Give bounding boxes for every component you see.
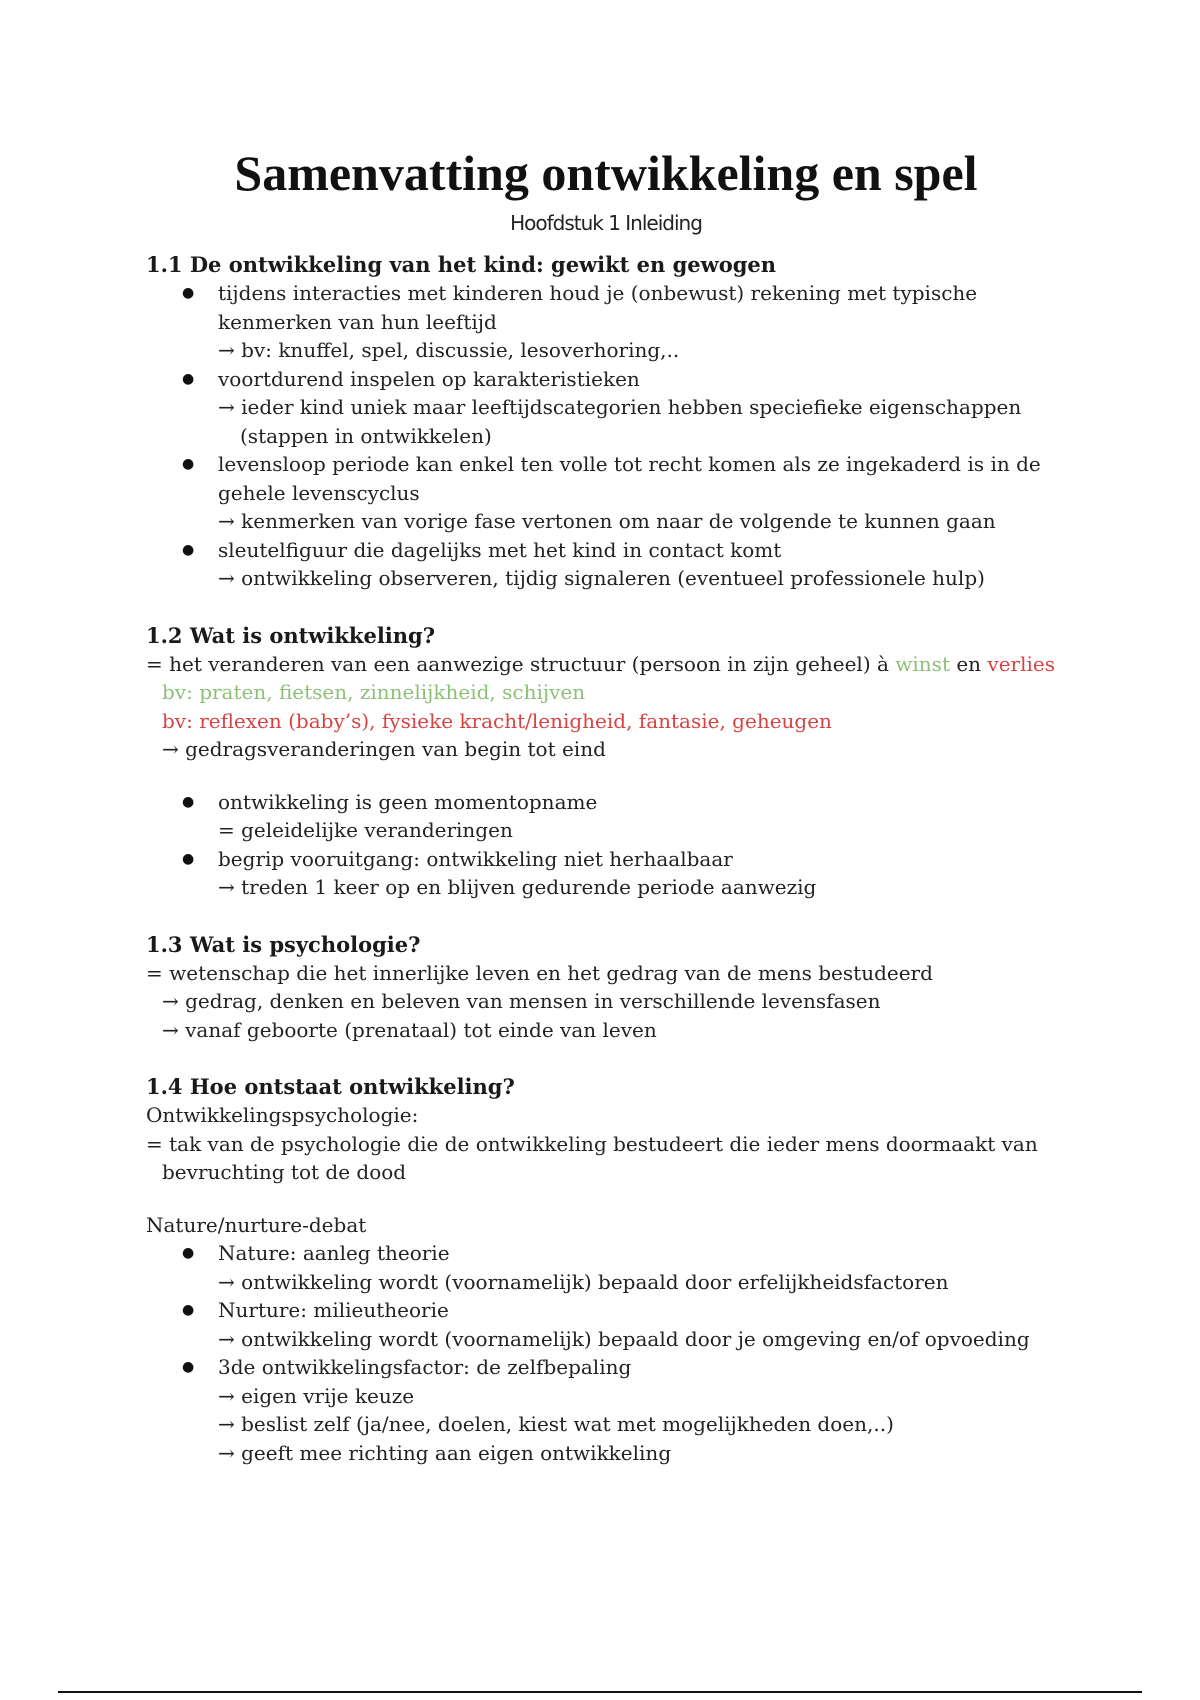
page-title: Samenvatting ontwikkeling en spel	[234, 145, 978, 201]
section-1-1	[146, 250, 1066, 593]
win-examples: bv: praten, fietsen, zinnelijkheid, schijven	[162, 680, 586, 704]
list-item	[218, 1239, 1066, 1296]
list-item	[218, 450, 1066, 536]
definition-line-continued: bevruchting tot de dood	[162, 1160, 407, 1184]
list-item	[218, 279, 1066, 365]
item-subtext: → bv: knuffel, spel, discussie, lesoverhoring,..	[218, 338, 680, 362]
document-page	[146, 140, 1066, 1467]
item-text: Nurture: milieutheorie	[218, 1298, 449, 1322]
section-1-3	[146, 930, 1066, 1045]
arrow-line: → gedrag, denken en beleven van mensen in verschillende levensfasen	[162, 989, 881, 1013]
item-text: levensloop periode kan enkel ten volle tot recht komen als ze ingekaderd is in de gehele levenscyclus	[218, 452, 1041, 505]
item-text: voortdurend inspelen op karakteristieken	[218, 366, 640, 391]
list-item	[218, 1296, 1066, 1353]
item-text: begrip vooruitgang: ontwikkeling niet herhaalbaar	[218, 846, 733, 871]
conjunction-text: en	[956, 651, 982, 676]
item-subtext: → ieder kind uniek maar leeftijdscategorien hebben speciefieke eigenschappen	[218, 395, 1022, 419]
item-text: 3de ontwikkelingsfactor: de zelfbepaling	[218, 1355, 632, 1379]
item-subtext: → ontwikkeling wordt (voornamelijk) bepaald door erfelijkheidsfactoren	[218, 1269, 949, 1294]
list-item	[218, 1353, 1066, 1467]
item-text: ontwikkeling is geen momentopname	[218, 789, 598, 814]
section-1-2	[146, 621, 1066, 902]
item-subtext: → treden 1 keer op en blijven gedurende periode aanwezig	[218, 875, 817, 899]
definition-line: = wetenschap die het innerlijke leven en het gedrag van de mens bestudeerd	[146, 960, 933, 985]
item-text: sleutelfiguur die dagelijks met het kind in contact komt	[218, 537, 782, 562]
win-term: winst	[895, 651, 950, 676]
definition-line: = tak van de psychologie die de ontwikkeling bestudeert die ieder mens doormaakt van	[146, 1131, 1038, 1156]
bullet-list	[146, 1239, 1066, 1467]
section-heading: 1.1 De ontwikkeling van het kind: gewikt en gewogen	[146, 252, 777, 277]
item-subtext-continued: (stappen in ontwikkelen)	[240, 423, 492, 448]
item-subtext: → geeft mee richting aan eigen ontwikkeling	[218, 1440, 672, 1465]
list-item	[218, 536, 1066, 593]
item-subtext: → eigen vrije keuze	[218, 1383, 415, 1408]
section-heading: 1.4 Hoe ontstaat ontwikkeling?	[146, 1074, 515, 1099]
list-item	[218, 788, 1066, 845]
section-heading: 1.2 Wat is ontwikkeling?	[146, 622, 436, 648]
term-label: Ontwikkelingspsychologie:	[146, 1103, 419, 1127]
item-text: Nature: aanleg theorie	[218, 1241, 450, 1265]
loss-term: verlies	[987, 651, 1056, 676]
item-subtext: → kenmerken van vorige fase vertonen om naar de volgende te kunnen gaan	[218, 509, 996, 533]
bullet-list	[146, 788, 1066, 902]
list-item	[218, 365, 1066, 451]
arrow-line: → vanaf geboorte (prenataal) tot einde van leven	[162, 1017, 657, 1042]
loss-examples: bv: reflexen (baby’s), fysieke kracht/lenigheid, fantasie, geheugen	[162, 708, 832, 733]
debate-label: Nature/nurture-debat	[146, 1212, 367, 1237]
item-subtext: → ontwikkeling wordt (voornamelijk) bepaald door je omgeving en/of opvoeding	[218, 1326, 1030, 1351]
item-subtext: → ontwikkeling observeren, tijdig signaleren (eventueel professionele hulp)	[218, 566, 985, 590]
definition-line	[146, 650, 1066, 679]
arrow-line: → gedragsveranderingen van begin tot eind	[162, 737, 606, 761]
definition-text: = het veranderen van een aanwezige structuur (persoon in zijn geheel) à	[146, 651, 889, 676]
page-bottom-rule	[58, 1691, 1142, 1693]
item-text: tijdens interacties met kinderen houd je (onbewust) rekening met typische kenmerken van hun leeftijd	[218, 281, 978, 334]
section-heading: 1.3 Wat is psychologie?	[146, 931, 421, 957]
chapter-subtitle: Hoofdstuk 1 Inleiding	[510, 211, 702, 235]
item-subtext: = geleidelijke veranderingen	[218, 818, 513, 842]
list-item	[218, 845, 1066, 902]
section-1-4	[146, 1072, 1066, 1467]
bullet-list	[146, 279, 1066, 593]
item-subtext: → beslist zelf (ja/nee, doelen, kiest wat met mogelijkheden doen,..)	[218, 1412, 894, 1436]
